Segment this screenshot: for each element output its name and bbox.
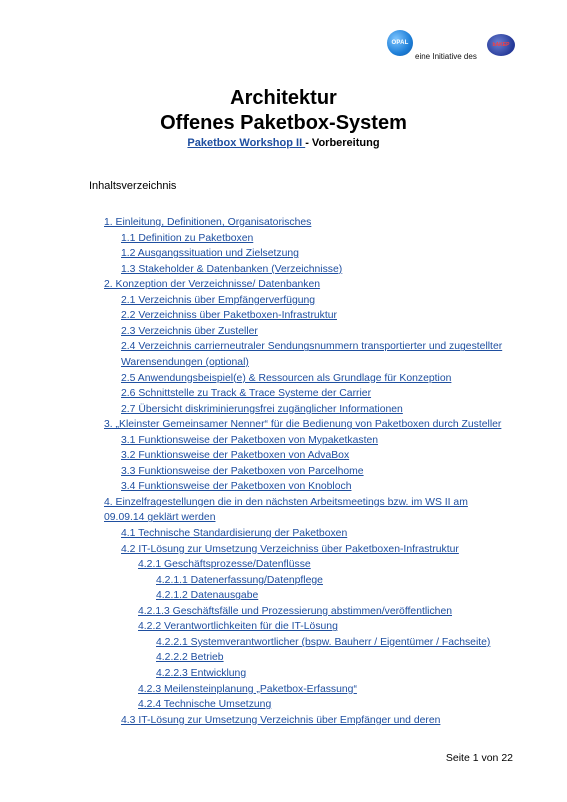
page-number: Seite 1 von 22 [445,752,513,764]
toc-entry[interactable]: 1.1 Definition zu Paketboxen [121,232,254,244]
toc-entry[interactable]: 2.4 Verzeichnis carrierneutraler Sendungsnummern transportierter und zugestellter [121,341,503,353]
toc-entry[interactable]: 4.1 Technische Standardisierung der Paketboxen [121,528,348,539]
toc-entry[interactable]: 2.3 Verzeichnis über Zusteller [121,325,258,337]
header-logos [387,30,527,70]
toc-entry[interactable]: 3.2 Funktionsweise der Paketboxen von AdvaBox [121,450,350,462]
toc-entry[interactable]: 4.2.1.1 Datenerfassung/Datenpflege [156,574,323,586]
toc-entry[interactable]: 3.3 Funktionsweise der Paketboxen von Parcelhome [121,465,364,477]
initiative-text: eine Initiative des [415,52,477,61]
toc-entry[interactable]: 3.1 Funktionsweise der Paketboxen von Mypaketkasten [121,434,379,446]
toc-entry[interactable]: 4.2.2.1 Systemverantwortlicher (bspw. Bauherr / Eigentümer / Fachseite) [156,636,491,648]
bakep-logo [487,34,515,56]
toc-entry[interactable]: 2.7 Übersicht diskriminierungsfrei zugänglicher Informationen [121,403,403,415]
toc-entry[interactable]: 4.2.4 Technische Umsetzung [138,699,272,711]
toc-entry[interactable]: 2.5 Anwendungsbeispiel(e) & Ressourcen als Grundlage für Konzeption [121,372,452,384]
toc-entry[interactable]: 1.3 Stakeholder & Datenbanken (Verzeichnisse) [121,263,343,275]
document-title-line-1: Architektur [230,87,337,109]
toc-entry[interactable]: 4.2.2 Verantwortlichkeiten für die IT-Lösung [138,621,338,633]
toc-entry[interactable]: 4.2.2.3 Entwicklung [156,667,247,679]
document-title-line-2: Offenes Paketbox-System [160,112,407,134]
toc-entry[interactable]: 09.09.14 geklärt werden [104,512,216,524]
toc-entry[interactable]: 2.2 Verzeichniss über Paketboxen-Infrastruktur [121,310,338,322]
toc-entry[interactable]: 4.3 IT-Lösung zur Umsetzung Verzeichnis über Empfänger und deren [121,714,441,726]
opal-logo [387,30,413,56]
toc-entry[interactable]: 4.2 IT-Lösung zur Umsetzung Verzeichniss über Paketboxen-Infrastruktur [121,543,459,555]
toc-entry[interactable]: 3.4 Funktionsweise der Paketboxen von Knobloch [121,481,352,493]
toc-entry[interactable]: Warensendungen (optional) [121,356,249,368]
bakep-logo-text: bAKEP [492,42,510,48]
toc-entry[interactable]: 2. Konzeption der Verzeichnisse/ Datenbanken [104,279,321,291]
toc-entry[interactable]: 4.2.2.2 Betrieb [156,652,224,664]
toc-entry[interactable]: 2.1 Verzeichnis über Empfängerverfügung [121,294,316,306]
opal-logo-text: OPAL [391,40,409,46]
subtitle-rest: - Vorbereitung [305,137,380,149]
toc-entry[interactable]: 3. „Kleinster Gemeinsamer Nenner“ für die Bedienung von Paketboxen durch Zusteller [104,419,502,431]
workshop-link[interactable]: Paketbox Workshop II [187,137,306,149]
toc-entry[interactable]: 4.2.3 Meilensteinplanung „Paketbox-Erfassung“ [138,683,357,695]
toc-entry[interactable]: 4.2.1.3 Geschäftsfälle und Prozessierung abstimmen/veröffentlichen [138,605,453,617]
toc-entry[interactable]: 1. Einleitung, Definitionen, Organisatorisches [104,217,312,228]
toc-entry[interactable]: 1.2 Ausgangssituation und Zielsetzung [121,248,299,260]
toc-entry[interactable]: 4.2.1 Geschäftsprozesse/Datenflüsse [138,559,311,571]
toc-heading: Inhaltsverzeichnis [89,180,177,192]
toc-entry[interactable]: 2.6 Schnittstelle zu Track & Trace Systeme der Carrier [121,388,372,400]
toc-entry[interactable]: 4.2.1.2 Datenausgabe [156,590,259,602]
toc-entry[interactable]: 4. Einzelfragestellungen die in den nächsten Arbeitsmeetings bzw. im WS II am [104,496,468,508]
document-subtitle [0,137,567,149]
